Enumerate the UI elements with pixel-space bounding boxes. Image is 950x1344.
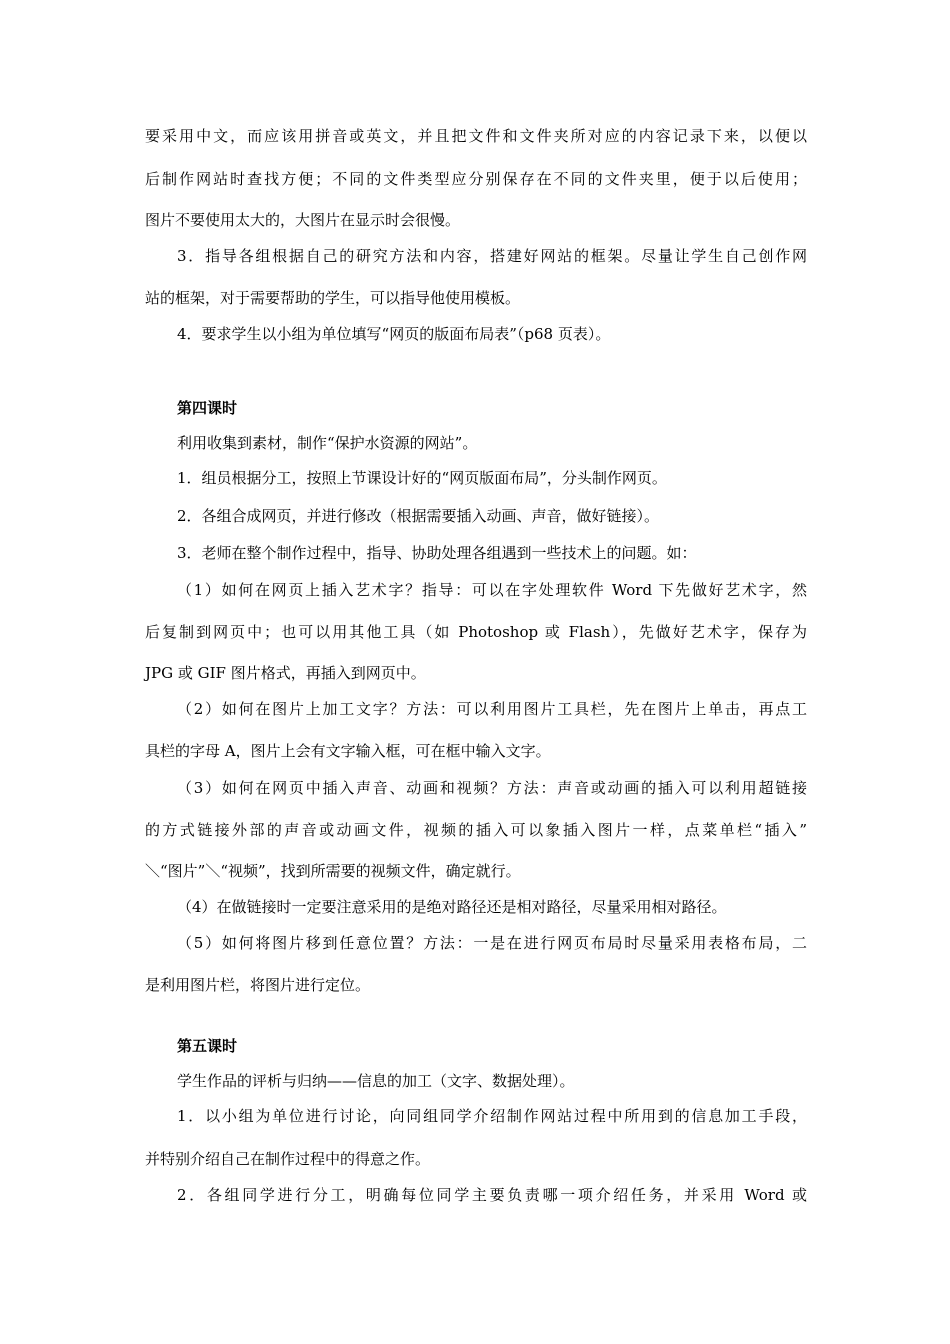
- paragraph-line: 4．要求学生以小组为单位填写“网页的版面布局表”（p68 页表）。: [177, 325, 611, 343]
- paragraph-line: （2）如何在图片上加工文字？方法：可以利用图片工具栏，先在图片上单击，再点工: [177, 700, 807, 718]
- paragraph-line: 并特别介绍自己在制作过程中的得意之作。: [145, 1150, 431, 1168]
- paragraph-line: 1．以小组为单位进行讨论，向同组同学介绍制作网站过程中所用到的信息加工手段，: [177, 1107, 807, 1125]
- paragraph-line: 3．老师在整个制作过程中，指导、协助处理各组遇到一些技术上的问题。如：: [177, 544, 697, 562]
- paragraph-line: 图片不要使用太大的，大图片在显示时会很慢。: [145, 211, 461, 229]
- paragraph-line: 2．各组同学进行分工，明确每位同学主要负责哪一项介绍任务，并采用 Word 或: [177, 1186, 807, 1204]
- paragraph-line: 利用收集到素材，制作“保护水资源的网站”。: [177, 434, 478, 452]
- paragraph-line: （3）如何在网页中插入声音、动画和视频？方法：声音或动画的插入可以利用超链接: [177, 779, 807, 797]
- paragraph-line: 后复制到网页中；也可以用其他工具（如 Photoshop 或 Flash），先做好艺术字，保存为: [145, 623, 807, 641]
- paragraph-line: 具栏的字母 A，图片上会有文字输入框，可在框中输入文字。: [145, 742, 551, 760]
- paragraph-line: 的方式链接外部的声音或动画文件，视频的插入可以象插入图片一样，点菜单栏“插入”: [145, 821, 807, 839]
- paragraph-line: 3．指导各组根据自己的研究方法和内容，搭建好网站的框架。尽量让学生自己创作网: [177, 247, 807, 265]
- paragraph-line: （5）如何将图片移到任意位置？方法：一是在进行网页布局时尽量采用表格布局，二: [177, 934, 807, 952]
- paragraph-line: （1）如何在网页上插入艺术字？指导：可以在字处理软件 Word 下先做好艺术字，然: [177, 581, 807, 599]
- paragraph-line: ＼“图片”＼“视频”，找到所需要的视频文件，确定就行。: [145, 862, 521, 880]
- section-heading: 第四课时: [177, 399, 238, 417]
- paragraph-line: 站的框架，对于需要帮助的学生，可以指导他使用模板。: [145, 289, 521, 307]
- paragraph-line: （4）在做链接时一定要注意采用的是绝对路径还是相对路径，尽量采用相对路径。: [177, 898, 727, 916]
- paragraph-line: JPG 或 GIF 图片格式，再插入到网页中。: [145, 664, 426, 682]
- paragraph-line: 2．各组合成网页，并进行修改（根据需要插入动画、声音，做好链接）。: [177, 507, 660, 525]
- paragraph-line: 学生作品的评析与归纳——信息的加工（文字、数据处理）。: [177, 1072, 575, 1090]
- paragraph-line: 是利用图片栏，将图片进行定位。: [145, 976, 371, 994]
- paragraph-line: 1．组员根据分工，按照上节课设计好的“网页版面布局”，分头制作网页。: [177, 469, 667, 487]
- paragraph-line: 要采用中文，而应该用拼音或英文，并且把文件和文件夹所对应的内容记录下来，以便以: [145, 127, 807, 145]
- paragraph-line: 后制作网站时查找方便；不同的文件类型应分别保存在不同的文件夹里，便于以后使用；: [145, 170, 807, 188]
- section-heading: 第五课时: [177, 1037, 238, 1055]
